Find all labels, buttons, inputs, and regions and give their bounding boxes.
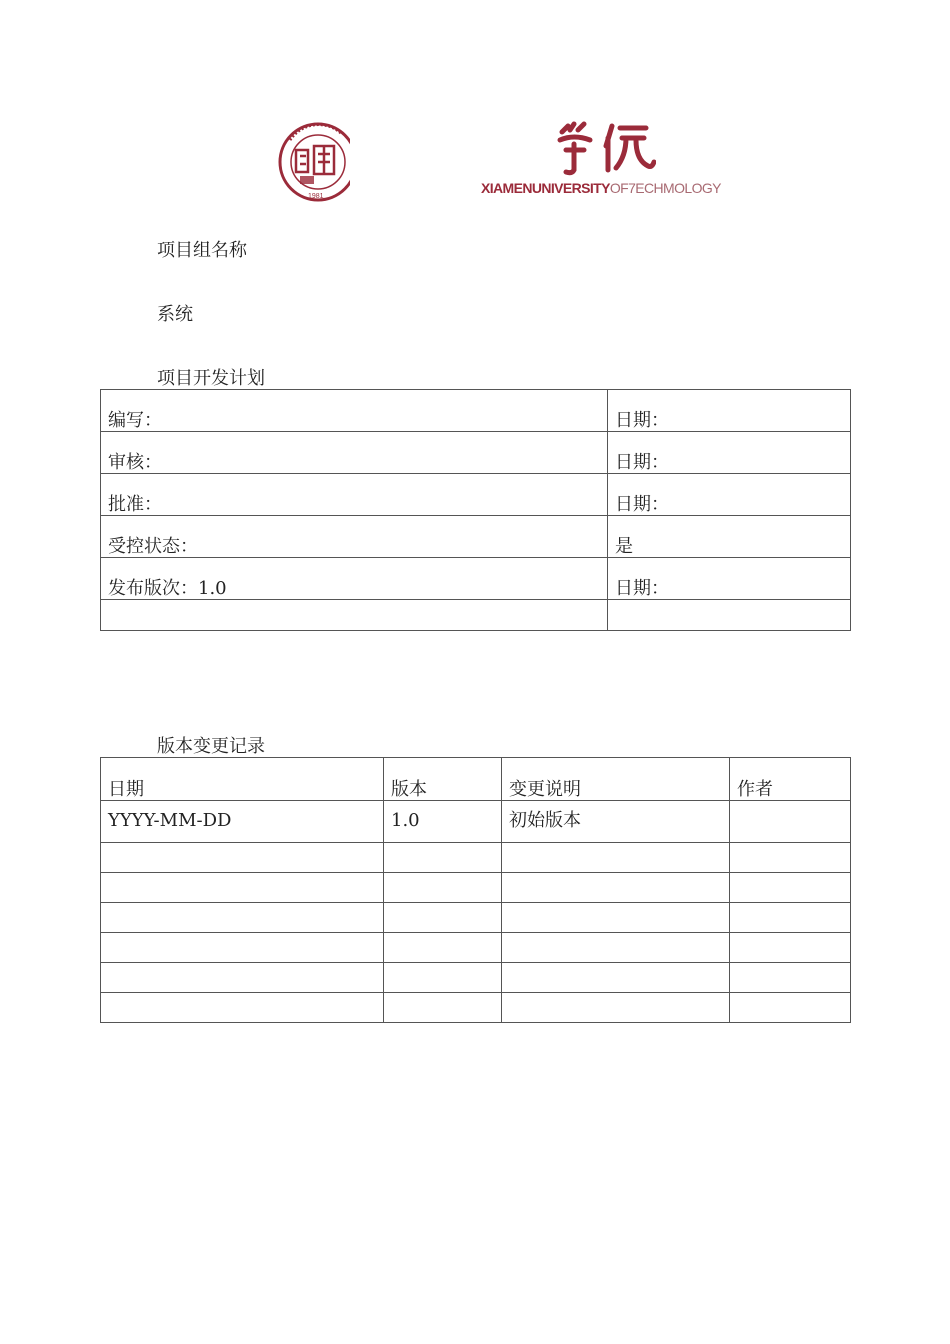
table-cell [384,873,502,903]
table-cell [730,933,851,963]
table-cell [101,873,384,903]
table-cell [384,903,502,933]
table-row [101,963,851,993]
table-row [101,474,851,516]
table-cell: 审核： [101,432,608,474]
table-row [101,843,851,873]
table-cell: 日期： [608,390,851,432]
calligraphy-logo [556,120,656,176]
logo-text-bold: XIAMENUNIVERSITY [481,180,610,196]
approval-table [100,389,851,631]
table-cell [730,873,851,903]
table-row [101,558,851,600]
header-cell-description: 变更说明 [502,758,730,801]
logo-text-thin: OF7ECHMOLOGY [609,180,721,196]
table-cell [502,933,730,963]
table-row [101,933,851,963]
table-row [101,903,851,933]
table-row [101,600,851,631]
svg-text:1981: 1981 [308,193,324,200]
table-cell [384,993,502,1023]
table-cell: 初始版本 [502,801,730,843]
table-cell [101,903,384,933]
university-seal-logo [278,120,350,208]
table-cell [101,963,384,993]
table-cell [730,993,851,1023]
table-cell: YYYY-MM-DD [101,801,384,843]
table-cell [101,993,384,1023]
table-cell [101,843,384,873]
table-cell [608,600,851,631]
table-cell: 1.0 [384,801,502,843]
table-cell [730,903,851,933]
header-cell-version: 版本 [384,758,502,801]
table-cell [502,993,730,1023]
table-cell: 受控状态： [101,516,608,558]
table-cell [101,600,608,631]
table-cell: 发布版次：1.0 [101,558,608,600]
table-cell [502,843,730,873]
table-cell [384,843,502,873]
table-cell [502,963,730,993]
table-cell: 日期： [608,432,851,474]
table-cell: 日期： [608,474,851,516]
table-cell: 是 [608,516,851,558]
system-label: 系统 [157,304,193,325]
table-cell: 批准： [101,474,608,516]
change-log-table [100,757,851,1023]
table-row [101,993,851,1023]
table-cell [730,963,851,993]
header-cell-date: 日期 [101,758,384,801]
table-cell [502,903,730,933]
plan-title: 项目开发计划 [157,368,265,389]
table-cell [502,873,730,903]
table-row [101,390,851,432]
header-cell-author: 作者 [730,758,851,801]
table-cell: 编写： [101,390,608,432]
table-cell: 日期： [608,558,851,600]
table-row [101,516,851,558]
change-log-title: 版本变更记录 [157,736,265,757]
table-header-row [101,758,851,801]
table-cell [384,933,502,963]
table-row [101,801,851,843]
table-cell [730,801,851,843]
table-cell [101,933,384,963]
table-row [101,432,851,474]
table-row [101,873,851,903]
group-name-label: 项目组名称 [157,240,247,261]
table-cell [730,843,851,873]
table-cell [384,963,502,993]
university-name-logo [481,180,721,196]
